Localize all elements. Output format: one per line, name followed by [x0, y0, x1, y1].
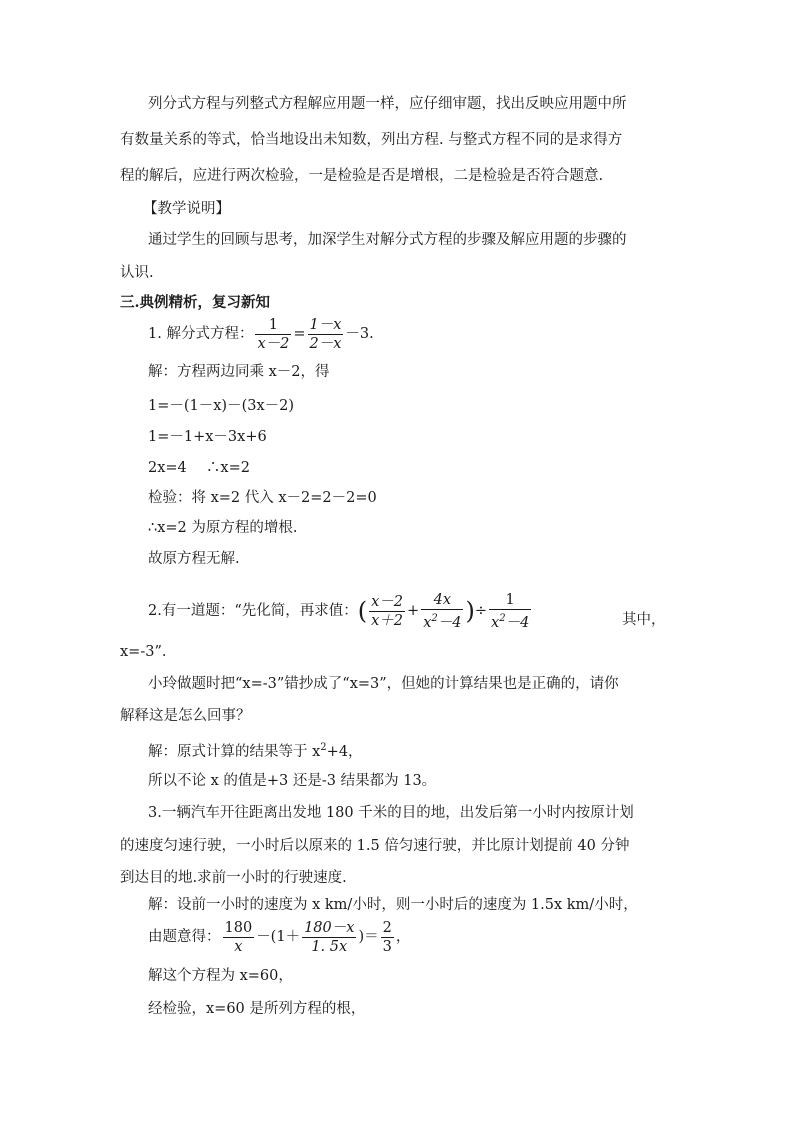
paragraph-line: 到达目的地.求前一小时的行驶速度. [120, 870, 347, 886]
equation-suffix: ， [395, 929, 411, 945]
denominator [489, 609, 531, 632]
teaching-note-heading: 【教学说明】 [143, 201, 230, 217]
denominator: 2－x [309, 335, 342, 352]
solution-line: 1=－1+x－3x+6 [148, 429, 267, 445]
equals-sign: = [293, 326, 306, 342]
section-heading: 三.典例精析，复习新知 [120, 294, 271, 311]
plus-sign: + [407, 603, 420, 619]
paragraph-line: 通过学生的回顾与思考，加深学生对解分式方程的步骤及解应用题的步骤的 [148, 232, 627, 248]
solution-line: 所以不论 x 的值是+3 还是-3 结果都为 13。 [148, 773, 437, 789]
denominator: x＋2 [371, 612, 404, 629]
solution-line: 1=－(1－x)－(3x－2) [148, 398, 295, 414]
paragraph-line: 解释这是怎么回事？ [120, 708, 251, 724]
denominator: 1. 5x [302, 937, 356, 956]
fraction [369, 593, 405, 630]
solution-line: 2x=4 ∴x=2 [148, 460, 250, 476]
solution-text-rest: +4， [326, 743, 363, 760]
example-1-equation [148, 312, 374, 356]
question-2-label: 2.有一道题：“先化简，再求值： [148, 603, 358, 619]
solution-line [148, 738, 363, 762]
numerator: 180 [224, 919, 253, 936]
equation-suffix: －3. [345, 326, 374, 342]
solution-line: 解这个方程为 x=60， [148, 968, 293, 984]
fraction [308, 316, 344, 353]
paragraph-line: 列分式方程与列整式方程解应用题一样，应仔细审题，找出反映应用题中所 [148, 96, 627, 112]
operator: )＝ [358, 929, 379, 945]
solution-line: 解：方程两边同乘 x－2，得 [148, 364, 330, 380]
solution-text: 解：原式计算的结果等于 x [148, 743, 321, 760]
denominator-base: x [423, 614, 432, 631]
paragraph-line: 3.一辆汽车开往距离出发地 180 千米的目的地，出发后第一小时内按原计划 [148, 805, 634, 821]
question-2-suffix: 其中， [622, 612, 666, 628]
paragraph-line: x=-3”. [120, 644, 167, 660]
example-1-label: 1. 解分式方程： [148, 326, 254, 342]
denominator: 3 [382, 938, 392, 955]
solution-line: ∴x=2 为原方程的增根. [148, 520, 298, 536]
paragraph-line: 认识. [120, 265, 154, 281]
denominator [421, 609, 463, 632]
fraction [489, 591, 531, 632]
numerator: 1 [505, 591, 515, 608]
exponent: 2 [431, 612, 438, 624]
numerator: 4x [433, 591, 452, 608]
numerator: 1－x [309, 316, 342, 333]
denominator-rest: －4 [505, 614, 530, 631]
fraction [381, 919, 394, 956]
paragraph-line: 的速度匀速行驶，一小时后以原来的 1.5 倍匀速行驶，并比原计划提前 40 分钟 [120, 838, 630, 854]
fraction [302, 919, 356, 956]
paragraph-line: 程的解后，应进行两次检验，一是检验是否是增根，二是检验是否符合题意. [120, 168, 604, 184]
solution-line: 经检验，x=60 是所列方程的根， [148, 1001, 366, 1017]
paragraph-line: 小玲做题时把“x=-3”错抄成了“x=3”，但她的计算结果也是正确的，请你 [148, 676, 619, 692]
fraction [223, 919, 255, 956]
operator: －(1＋ [256, 929, 301, 945]
fraction [421, 591, 463, 632]
divide-sign: ÷ [474, 603, 488, 619]
numerator: 1 [268, 316, 279, 333]
denominator-rest: －4 [437, 614, 462, 631]
equation-label: 由题意得： [148, 929, 221, 945]
solution-line: 检验：将 x=2 代入 x－2=2－2=0 [148, 490, 377, 506]
denominator-base: x [491, 614, 500, 631]
numerator: 2 [382, 919, 392, 936]
right-paren: ) [465, 597, 475, 625]
denominator: x [223, 937, 255, 956]
paragraph-line: 有数量关系的等式，恰当地设出未知数，列出方程. 与整式方程不同的是求得方 [120, 132, 623, 148]
exponent: 2 [320, 742, 327, 753]
exponent: 2 [499, 612, 506, 624]
fraction [255, 316, 291, 353]
left-paren: ( [357, 597, 368, 625]
solution-line: 解：设前一小时的速度为 x km/小时，则一小时后的速度为 1.5x km/小时， [148, 897, 638, 913]
example-3-equation [148, 913, 410, 961]
denominator: x－2 [257, 335, 290, 352]
numerator: 180－x [304, 919, 355, 936]
question-2-line [148, 586, 533, 636]
solution-line: 故原方程无解. [148, 551, 240, 567]
numerator: x－2 [371, 593, 404, 610]
